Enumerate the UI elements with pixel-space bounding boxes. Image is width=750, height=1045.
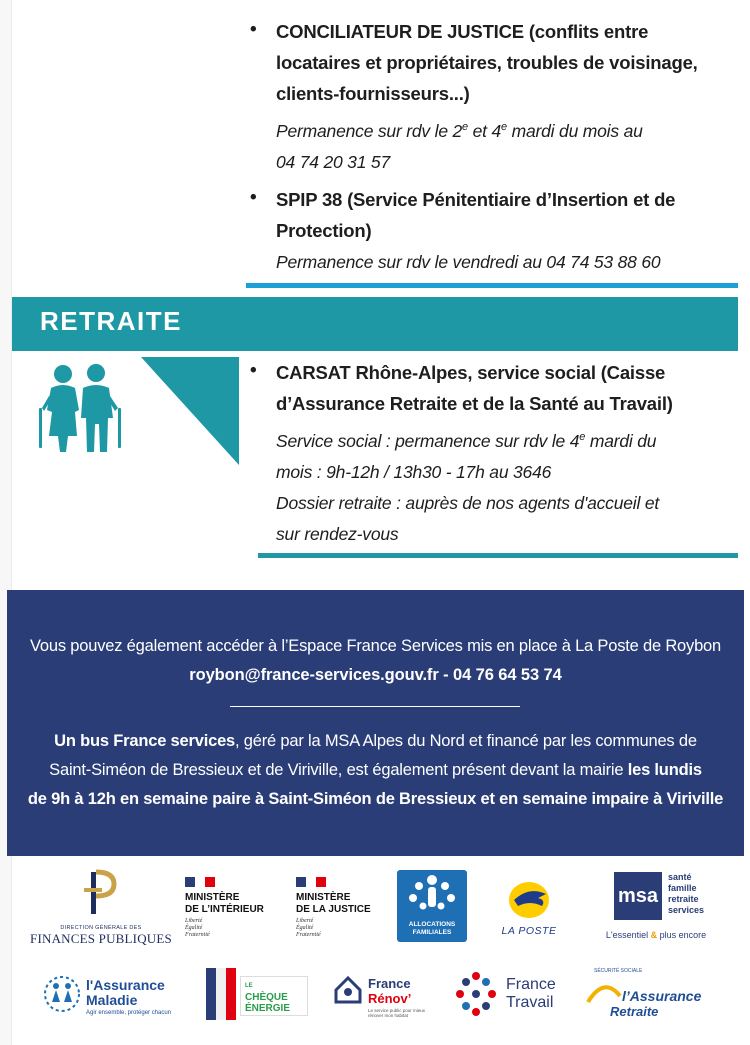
footer-contact[interactable]: roybon@france-services.gouv.fr - 04 76 64 53 74: [189, 666, 562, 684]
bus-bold: les lundis: [627, 761, 702, 779]
msa-logo: [586, 872, 726, 944]
detail-line: Dossier retraite : auprès de nos agents d'accueil et: [276, 492, 660, 513]
detail-line: Service social : permanence sur rdv le 4e mardi du: [276, 430, 657, 451]
title-line: CARSAT Rhône-Alpes, service social (Caisse: [276, 362, 666, 383]
list-bullet: •: [250, 360, 257, 381]
justice-line1: MINISTÈRE: [296, 892, 351, 903]
assurance-maladie-figures-icon: [42, 974, 82, 1014]
caf-line1: ALLOCATIONS: [408, 921, 456, 928]
bus-bold: Un bus France services: [54, 732, 236, 750]
title-line: SPIP 38 (Service Pénitentiaire d’Insertion et de: [276, 189, 676, 210]
section-divider: [246, 283, 738, 288]
retraite-top: SÉCURITÉ SOCIALE: [594, 968, 643, 974]
msa-tagline: L'essentiel & plus encore: [605, 930, 707, 940]
detail-line: 04 74 20 31 57: [276, 151, 390, 172]
france-travail-dots-icon: [452, 970, 500, 1018]
motto: Liberté: [296, 918, 314, 924]
cheque-l1: LE: [245, 983, 253, 989]
france-travail-logo: [452, 970, 572, 1020]
detail-line: sur rendez-vous: [276, 523, 399, 544]
interieur-line1: MINISTÈRE: [185, 892, 240, 903]
caf-line2: FAMILIALES: [412, 929, 452, 936]
renov-tag: Le service public pour mieux rénover mon habitat: [368, 1008, 426, 1018]
title-line: locataires et propriétaires, troubles de voisinage,: [276, 52, 698, 73]
footer-info-line: Vous pouvez également accéder à l’Espace France Services mis en place à La Poste de Roybon: [30, 637, 721, 655]
msa-word: famille: [668, 883, 697, 893]
ministere-interieur-logo: [185, 874, 285, 944]
cheque-energie-logo: [202, 966, 310, 1026]
france-renov-logo: [332, 970, 442, 1022]
assurance-retraite-logo: [584, 968, 724, 1022]
spip-detail: [276, 247, 726, 278]
list-bullet: •: [250, 187, 257, 208]
ministere-justice-logo: [296, 874, 396, 944]
la-poste-text: LA POSTE: [501, 925, 557, 937]
cheque-book-icon: [202, 966, 242, 1026]
retraite-l1: l’Assurance: [622, 988, 702, 1004]
title-line: CONCILIATEUR DE JUSTICE (conflits entre: [276, 21, 649, 42]
retraite-l2: Retraite: [610, 1004, 659, 1019]
page-left-margin: [0, 0, 12, 1045]
la-poste-bird-icon: [494, 878, 564, 920]
travail-l1: France: [506, 976, 556, 993]
motto: Fraternité: [296, 932, 321, 938]
retraite-heading: RETRAITE: [40, 306, 182, 336]
assurance-maladie-l1: l'Assurance: [86, 977, 165, 993]
dgfip-small: DIRECTION GÉNÉRALE DES: [60, 925, 142, 931]
title-line: d’Assurance Retraite et de la Santé au Travail): [276, 393, 673, 414]
french-flag-icon: [185, 877, 215, 887]
renov-l1: France: [368, 976, 411, 991]
interieur-line2: DE L’INTÉRIEUR: [185, 904, 264, 915]
msa-word: santé: [668, 872, 692, 882]
travail-l2: Travail: [506, 994, 554, 1011]
spip-title: [276, 184, 726, 246]
french-flag-icon: [296, 877, 326, 887]
footer-band: [7, 590, 744, 856]
detail-line: Permanence sur rdv le vendredi au 04 74 53 88 60: [276, 252, 661, 272]
renov-l2: Rénov’: [368, 991, 412, 1006]
bus-text: Saint-Siméon de Bressieux et de Viriville, est également présent devant la mairie: [49, 761, 628, 779]
motto: Égalité: [185, 925, 203, 931]
msa-word: services: [668, 905, 705, 915]
list-bullet: •: [250, 19, 257, 40]
footer-divider: [230, 706, 520, 707]
footer-bus-paragraph: [20, 727, 731, 814]
decorative-triangle: [141, 357, 239, 465]
dgfip-big: FINANCES PUBLIQUES: [30, 931, 172, 946]
elderly-couple-icon: [33, 362, 127, 454]
sun-arc-icon: [584, 976, 624, 1006]
msa-letters: msa: [614, 872, 662, 920]
section-divider: [258, 553, 738, 558]
conciliateur-detail: [276, 112, 726, 178]
bus-bold: de 9h à 12h en semaine paire à Saint-Siméon de Bressieux et en semaine impaire à Viriville: [27, 790, 724, 808]
house-icon: [332, 974, 364, 1006]
title-line: clients-fournisseurs...): [276, 83, 470, 104]
dgfip-emblem-icon: [28, 868, 174, 920]
caf-figures-icon: [397, 870, 467, 916]
detail-line: Permanence sur rdv le 2e et 4e mardi du mois au: [276, 120, 643, 141]
conciliateur-title: [276, 16, 726, 109]
assurance-maladie-l2: Maladie: [86, 992, 138, 1008]
carsat-title: [276, 357, 726, 419]
bus-text: , géré par la MSA Alpes du Nord et financé par les communes de: [235, 732, 697, 750]
carsat-detail: [276, 422, 726, 550]
motto: Liberté: [185, 918, 203, 924]
cheque-l3: ÉNERGIE: [245, 1003, 291, 1014]
motto: Fraternité: [185, 932, 210, 938]
caf-logo: [397, 870, 467, 942]
dgfip-logo: [28, 868, 174, 948]
title-line: Protection): [276, 220, 372, 241]
motto: Égalité: [296, 925, 314, 931]
msa-word: retraite: [668, 894, 699, 904]
justice-line2: DE LA JUSTICE: [296, 904, 371, 915]
cheque-l2: CHÈQUE: [245, 992, 288, 1003]
detail-line: mois : 9h-12h / 13h30 - 17h au 3646: [276, 461, 552, 482]
la-poste-logo: [494, 878, 564, 940]
assurance-maladie-logo: [42, 974, 182, 1022]
assurance-maladie-tag: Agir ensemble, protéger chacun: [86, 1010, 172, 1016]
